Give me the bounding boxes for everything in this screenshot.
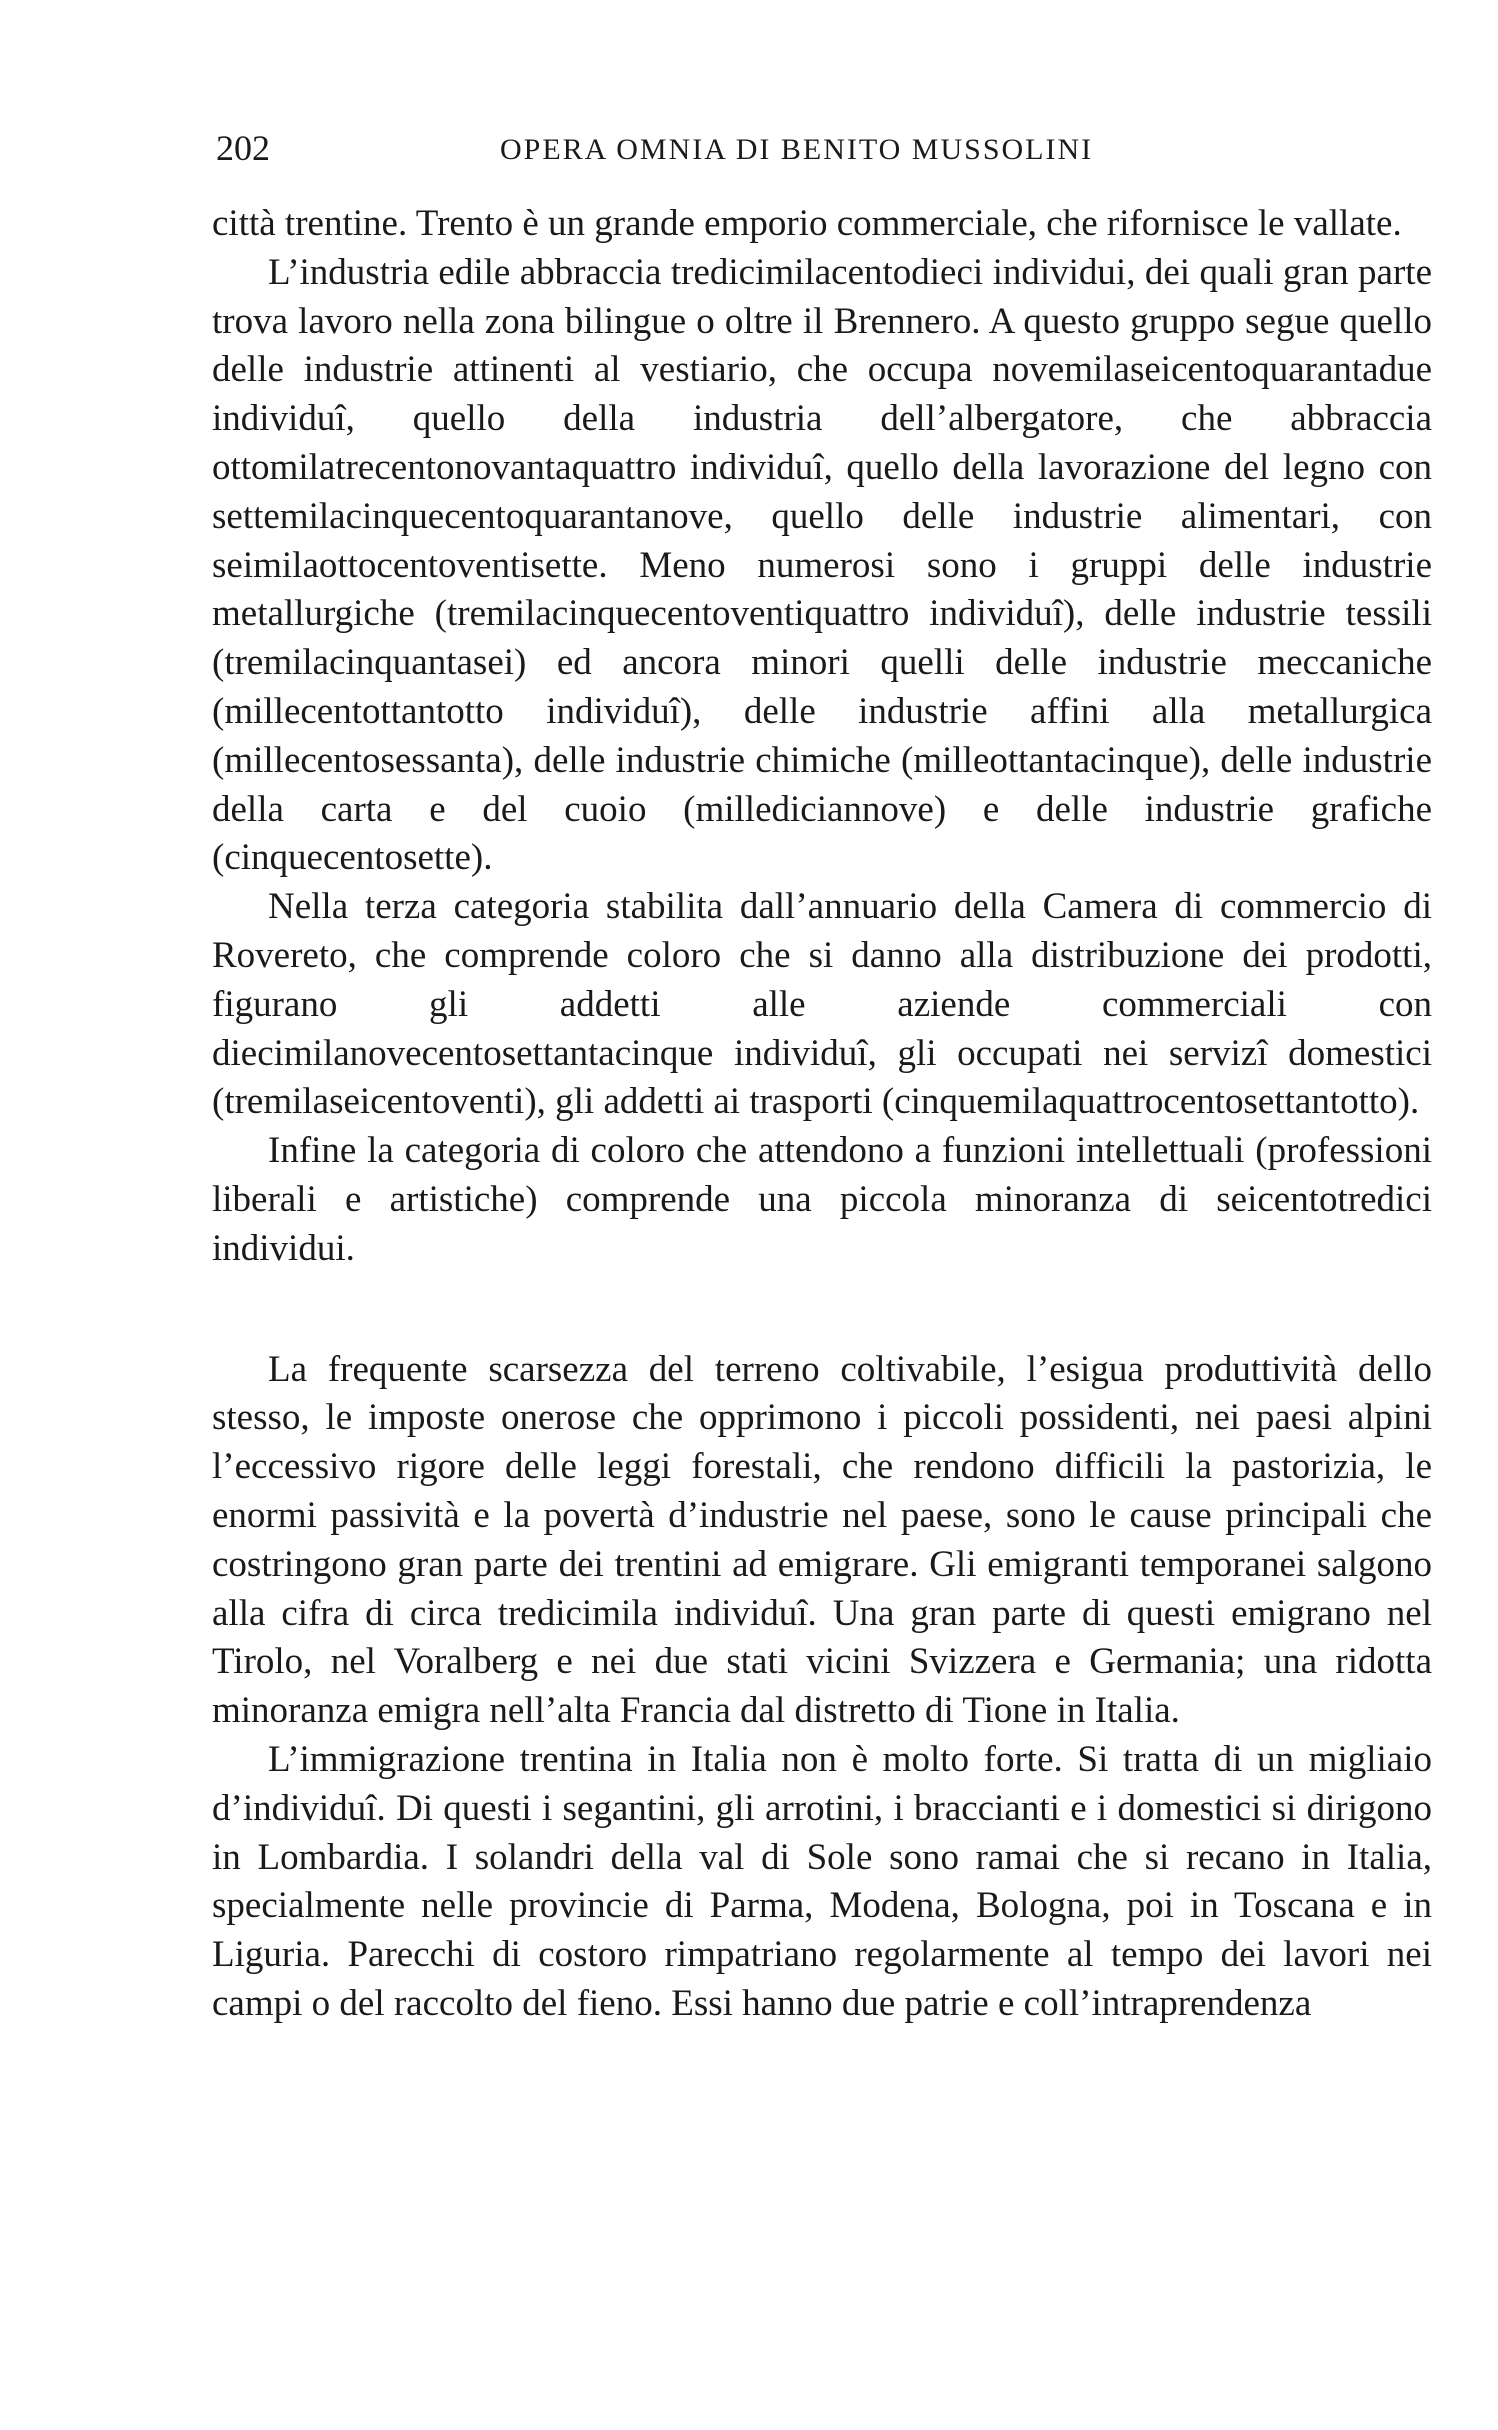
paragraph-immigration-italy: L’immigrazione trentina in Italia non è molto forte. Si tratta di un migliaio d’individuî. Di questi i segantini, gli arrotini, i braccianti e i domestici si dirigono in Lombardia. I solandri della val di Sole sono ramai che si recano in Italia, specialmente nelle provincie di Parma, Modena, Bologna, poi in Toscana e in Liguria. Parecchi di costoro rimpatriano regolarmente al tempo dei lavori nei campi o del raccolto del fieno. Essi hanno due patrie e coll’intraprendenza — [212, 1738, 1432, 2024]
paragraph-continuation: città trentine. Trento è un grande emporio commerciale, che rifornisce le vallate. — [212, 203, 1402, 244]
page-number: 202 — [216, 128, 270, 168]
running-title: OPERA OMNIA DI BENITO MUSSOLINI — [500, 133, 1094, 166]
paragraph-emigration-causes: La frequente scarsezza del terreno coltivabile, l’esigua produttività dello stesso, le imposte onerose che opprimono i piccoli possidenti, nei paesi alpini l’eccessivo rigore delle leggi forestali, che rendono difficili la pastorizia, le enormi passività e la povertà d’industrie nel paese, sono le cause principali che costringono gran parte dei trentini ad emigrare. Gli emigranti temporanei salgono alla cifra di circa tredicimila individuî. Una gran parte di questi emigrano nel Tirolo, nel Voralberg e nei due stati vicini Svizzera e Germania; una ridotta minoranza emigra nell’alta Francia dal distretto di Tione in Italia. — [212, 1348, 1432, 1732]
body-text — [212, 200, 1432, 2029]
paragraph-building-industry: L’industria edile abbraccia tredicimilacentodieci individui, dei quali gran parte trova lavoro nella zona bilingue o oltre il Brennero. A questo gruppo segue quello delle industrie attinenti al vestiario, che occupa novemilaseicentoquarantadue individuî, quello della industria dell’albergatore, che abbraccia ottomilatrecentonovantaquattro individuî, quello della lavorazione del legno con settemilacinquecentoquarantanove, quello delle industrie alimentari, con seimilaottocentoventisette. Meno numerosi sono i gruppi delle industrie metallurgiche (tremilacinquecentoventiquattro individuî), delle industrie tessili (tremilacinquantasei) ed ancora minori quelli delle industrie meccaniche (millecentottantotto individuî), delle industrie affini alla metallurgica (millecentosessanta), delle industrie chimiche (milleottantacinque), delle industrie della carta e del cuoio (millediciannove) e delle industrie grafiche (cinquecentosette). — [212, 251, 1432, 879]
page-header — [212, 118, 1432, 178]
section-break — [212, 1274, 1432, 1346]
paragraph-intellectual-category: Infine la categoria di coloro che attendono a funzioni intellettuali (professioni liberali e artistiche) comprende una piccola minoranza di seicentotredici individui. — [212, 1130, 1432, 1269]
paragraph-third-category: Nella terza categoria stabilita dall’annuario della Camera di commercio di Rovereto, che comprende coloro che si danno alla distribuzione dei prodotti, figurano gli addetti alle aziende commerciali con diecimilanovecentosettantacinque individuî, gli occupati nei servizî domestici (tremilaseicentoventi), gli addetti ai trasporti (cinquemilaquattrocentosettantotto). — [212, 886, 1432, 1123]
